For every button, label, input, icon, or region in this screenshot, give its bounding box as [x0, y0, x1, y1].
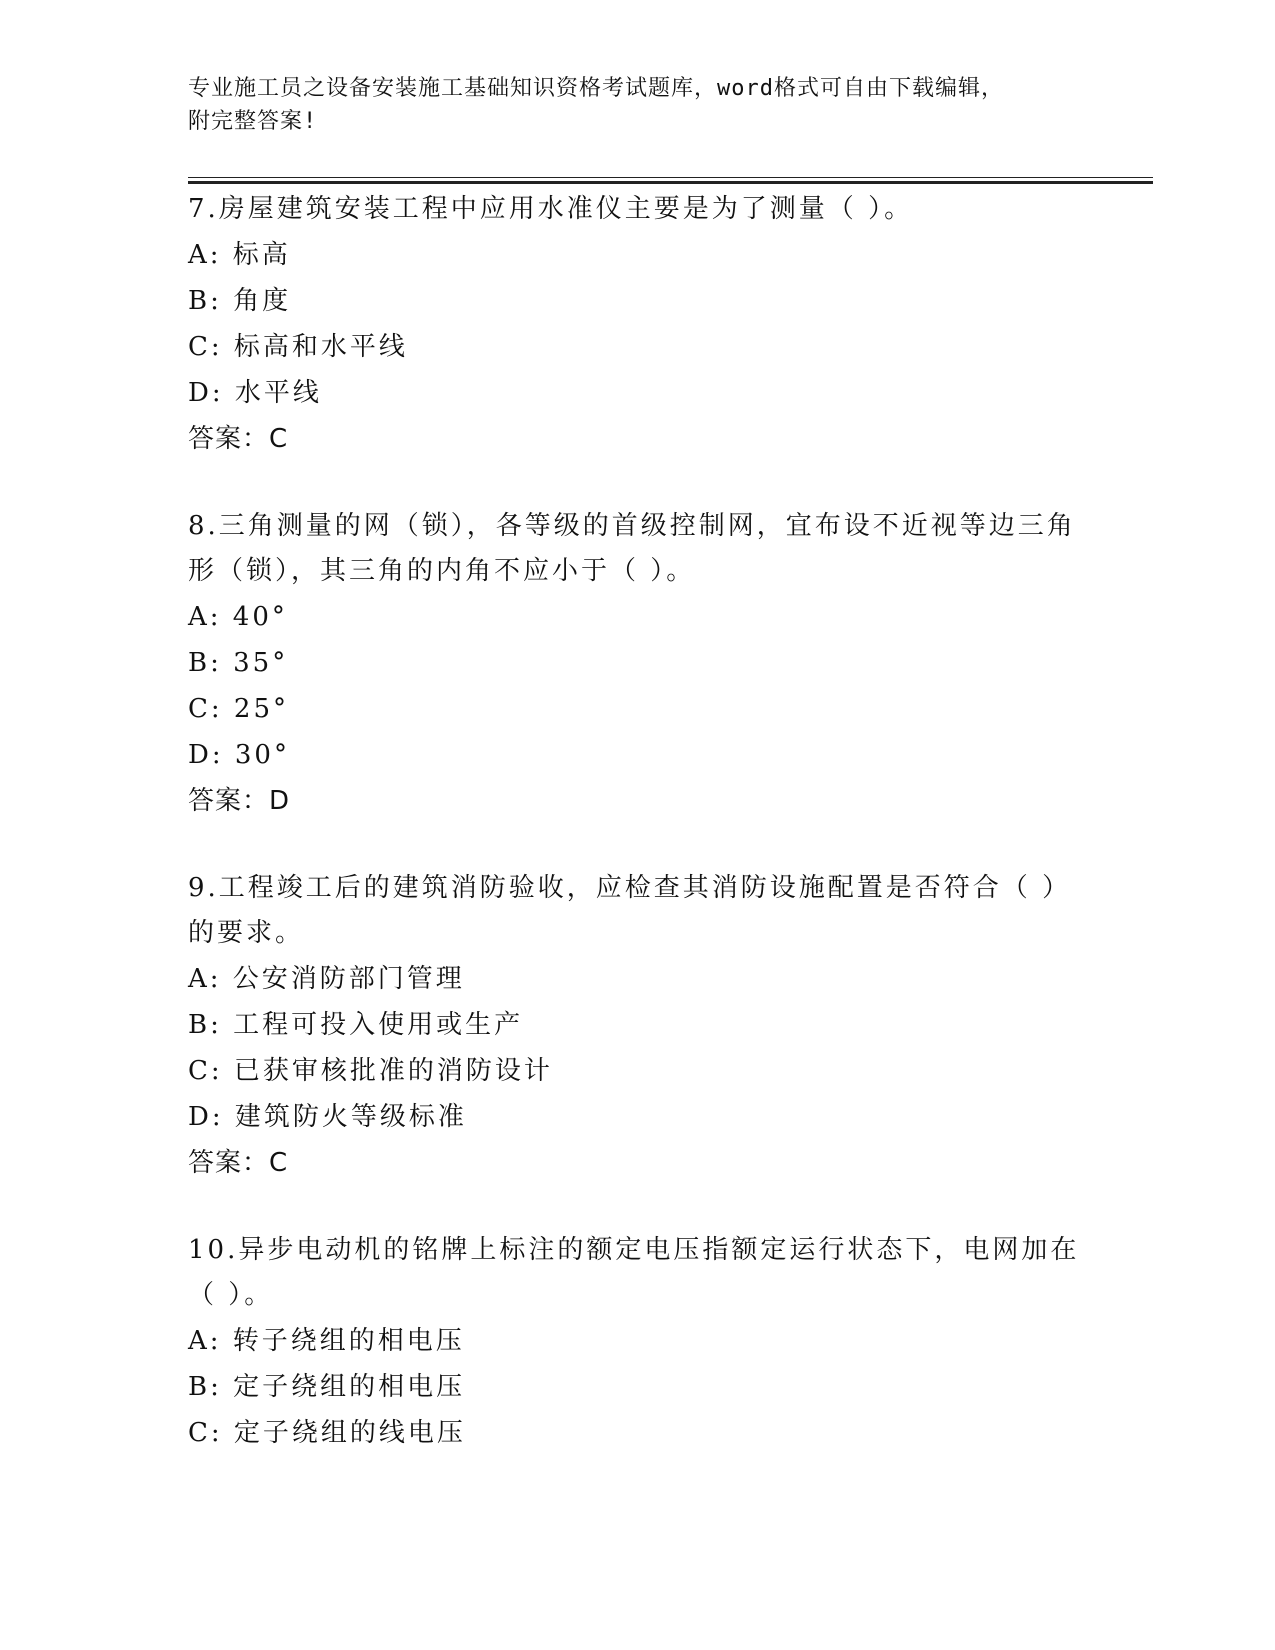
header-divider-thin: [188, 177, 1153, 178]
option-a: A: 40°: [188, 602, 288, 632]
option-b: B: 35°: [188, 648, 289, 678]
question-stem: 10.异步电动机的铭牌上标注的额定电压指额定运行状态下，电网加在（ ）。: [188, 1235, 1080, 1310]
answer: 答案：D: [188, 786, 291, 816]
option-c: C: 标高和水平线: [188, 332, 408, 362]
option-c: C: 已获审核批准的消防设计: [188, 1056, 553, 1086]
option-b: B: 工程可投入使用或生产: [188, 1010, 524, 1040]
option-a: A: 标高: [188, 240, 291, 270]
option-d: D: 30°: [188, 740, 290, 770]
spacer: [188, 824, 1088, 866]
option-b: B: 定子绕组的相电压: [188, 1372, 466, 1402]
header-line-1: 专业施工员之设备安装施工基础知识资格考试题库，word格式可自由下载编辑，: [188, 76, 1004, 101]
option-d: D: 水平线: [188, 378, 322, 408]
option-c: C: 定子绕组的线电压: [188, 1418, 466, 1448]
question-stem: 8.三角测量的网（锁），各等级的首级控制网，宜布设不近视等边三角形（锁），其三角的内角不应小于（ ）。: [188, 511, 1076, 586]
question-stem: 9.工程竣工后的建筑消防验收，应检查其消防设施配置是否符合（ ）的要求。: [188, 873, 1072, 948]
question-10: [188, 1228, 1088, 1456]
answer: 答案：C: [188, 1148, 289, 1178]
option-a: A: 公安消防部门管理: [188, 964, 465, 994]
header-line-2: 附完整答案!: [188, 109, 318, 134]
question-8: [188, 504, 1088, 824]
question-list: [188, 187, 1088, 1456]
option-c: C: 25°: [188, 694, 290, 724]
answer: 答案：C: [188, 424, 289, 454]
option-a: A: 转子绕组的相电压: [188, 1326, 465, 1356]
question-stem: 7.房屋建筑安装工程中应用水准仪主要是为了测量（ ）。: [188, 194, 914, 224]
spacer: [188, 1186, 1088, 1228]
option-d: D: 建筑防火等级标准: [188, 1102, 467, 1132]
question-7: [188, 187, 1088, 462]
header-divider-thick: [188, 181, 1153, 184]
spacer: [188, 462, 1088, 504]
document-header: [188, 72, 1068, 138]
question-9: [188, 866, 1088, 1186]
option-b: B: 角度: [188, 286, 292, 316]
